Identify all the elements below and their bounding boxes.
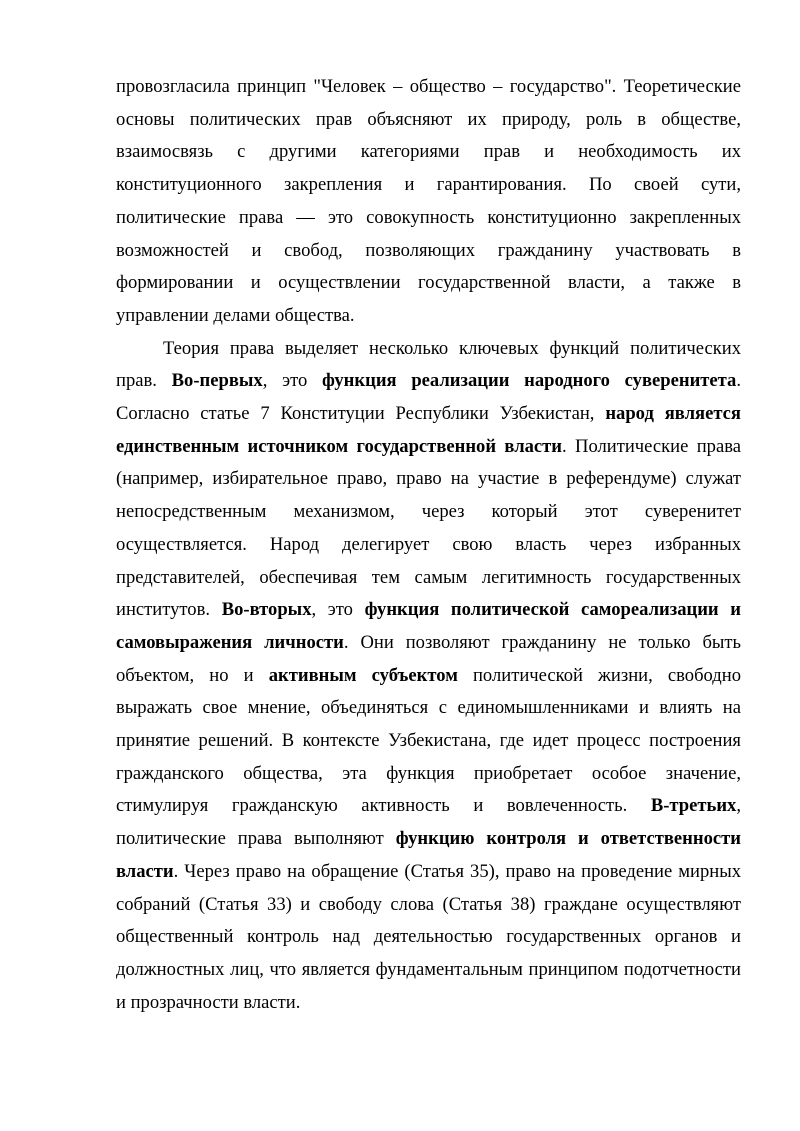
paragraph-2-bold-vo-vtoryh: Во-вторых — [221, 599, 312, 621]
paragraph-2-run-17: . Через право на обращение (Статья 35), право на проведение мирных собраний (Статья 33) и свободу слова (Статья 38) граждане осуществляют общественный контроль над деятельностью государственных органов и должностных лиц, что является фундаментальным принципом подотчетности и прозрачности власти. — [116, 860, 741, 1013]
paragraph-2-run-9: , это — [311, 599, 365, 621]
paragraph-2-bold-sovereignty-function: функция реализации народного суверенитета — [321, 370, 737, 392]
paragraph-2-run-5: . Согласно статье 7 Конституции Республики Узбекистан, — [116, 370, 741, 425]
paragraph-2-bold-active-subject: активным субъектом — [268, 664, 458, 686]
document-body — [116, 71, 741, 1019]
paragraph-2-bold-control-function: функцию контроля и ответственности власти — [116, 828, 741, 882]
paragraph-2-run-13: политической жизни, свободно выражать свое мнение, объединяться с единомышленниками и влиять на принятие решений. В контексте Узбекистана, где идет процесс построения гражданского общества, эта функция приобретает особое значение, стимулируя гражданскую активность и вовлеченность. — [116, 664, 741, 817]
paragraph-1-run-1: провозгласила принцип "Человек – общество – государство". Теоретические основы политических прав объясняют их природу, роль в обществе, взаимосвязь с другими категориями прав и необходимость их конституционного закрепления и гарантирования. По своей сути, политические права — это совокупность конституционно закрепленных возможностей и свобод, позволяющих гражданину участвовать в формировании и осуществлении государственной власти, а также в управлении делами общества. — [116, 76, 741, 326]
paragraph-2-bold-people-source: народ является единственным источником государственной власти — [116, 403, 741, 457]
paragraph-2 — [116, 333, 741, 1020]
paragraph-2-bold-self-realization-function: функция политической самореализации и самовыражения личности — [116, 599, 742, 653]
paragraph-2-run-1: Теория права выделяет несколько ключевых функций политических прав. — [116, 337, 741, 392]
paragraph-2-bold-vo-pervyh: Во-первых — [171, 370, 263, 392]
paragraph-2-run-11: . Они позволяют гражданину не только быть объектом, но и — [116, 631, 741, 686]
paragraph-2-run-3: , это — [262, 370, 322, 392]
paragraph-1 — [116, 71, 741, 333]
paragraph-2-bold-v-tretih: В-третьих — [650, 795, 737, 817]
paragraph-2-run-7: . Политические права (например, избирательное право, право на участие в референдуме) служат непосредственным механизмом, через который этот суверенитет осуществляется. Народ делегирует свою власть через избранных представителей, обеспечивая тем самым легитимность государственных институтов. — [116, 435, 741, 621]
paragraph-2-run-15: , политические права выполняют — [116, 795, 741, 850]
